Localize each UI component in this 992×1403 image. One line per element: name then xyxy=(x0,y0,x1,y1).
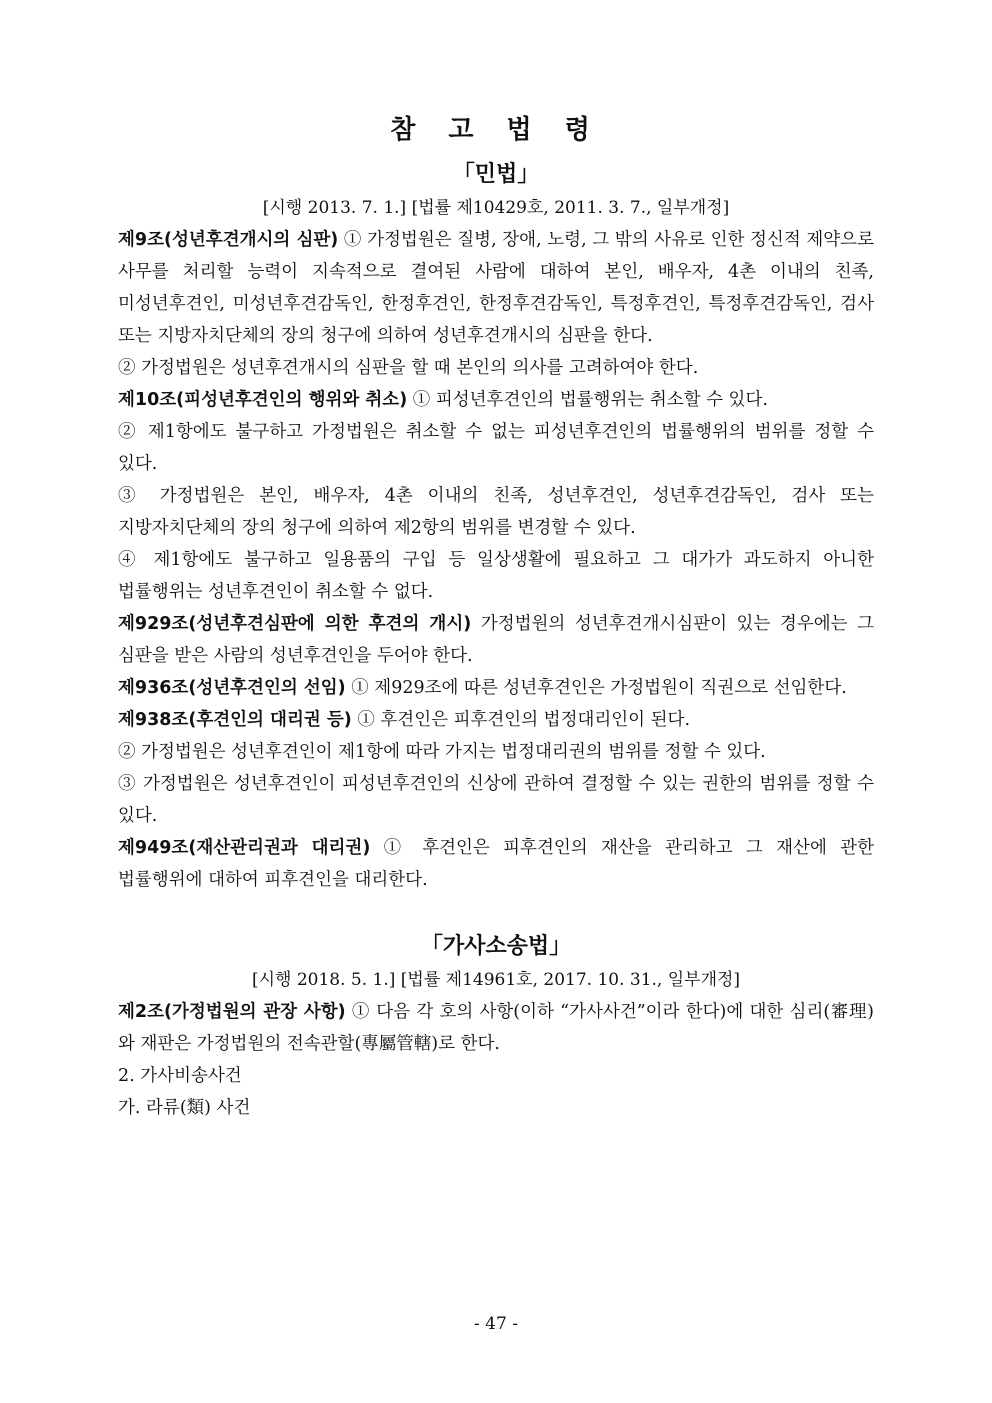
section-spacer xyxy=(118,896,874,930)
clause-text: ② 가정법원은 성년후견인이 제1항에 따라 가지는 법정대리권의 범위를 정할 수 있다. xyxy=(118,742,766,762)
document-page xyxy=(118,110,874,1124)
article-heading: 제9조(성년후견개시의 심판) xyxy=(118,230,339,250)
law-meta: [시행 2013. 7. 1.] [법률 제10429호, 2011. 3. 7., 일부개정] xyxy=(262,198,730,218)
clause-text: ② 제1항에도 불구하고 가정법원은 취소할 수 없는 피성년후견인의 법률행위의 범위를 정할 수 있다. xyxy=(118,422,874,474)
article-text: 가정법원의 성년후견개시심판이 있는 경우에는 그 심판을 받은 사람의 성년후견인을 두어야 한다. xyxy=(118,614,874,666)
article-text: ① 피성년후견인의 법률행위는 취소할 수 있다. xyxy=(407,390,768,410)
article-paragraph xyxy=(118,672,874,704)
article-heading: 제10조(피성년후견인의 행위와 취소) xyxy=(118,390,408,410)
page-number: - 47 - xyxy=(474,1314,518,1334)
article-heading: 제929조(성년후견심판에 의한 후견의 개시) xyxy=(118,614,472,634)
article-heading: 제949조(재산관리권과 대리권) xyxy=(118,838,371,858)
law-meta: [시행 2018. 5. 1.] [법률 제14961호, 2017. 10. 31., 일부개정] xyxy=(251,970,741,990)
article-paragraph xyxy=(118,224,874,352)
clause-paragraph xyxy=(118,1092,874,1124)
clause-paragraph xyxy=(118,352,874,384)
clause-text: ③ 가정법원은 성년후견인이 피성년후견인의 신상에 관하여 결정할 수 있는 권한의 범위를 정할 수 있다. xyxy=(118,774,874,826)
law-section-family-litigation-act xyxy=(118,930,874,1124)
article-text: ① 후견인은 피후견인의 재산을 관리하고 그 재산에 관한 법률행위에 대하여 피후견인을 대리한다. xyxy=(118,838,874,890)
article-text: ① 가정법원은 질병, 장애, 노령, 그 밖의 사유로 인한 정신적 제약으로 사무를 처리할 능력이 지속적으로 결여된 사람에 대하여 본인, 배우자, 4촌 이내의 친족, 미성년후견인, 미성년후견감독인, 한정후견인, 한정후견감독인, 특정후견인, 특정후견감독인, 검사 또는 지방자치단체의 장의 청구에 의하여 성년후견개시의 심판을 한다. xyxy=(118,230,874,346)
clause-paragraph xyxy=(118,416,874,480)
clause-text: 2. 가사비송사건 xyxy=(118,1066,242,1086)
clause-paragraph xyxy=(118,1060,874,1092)
page-title: 참 고 법 령 xyxy=(390,115,602,145)
article-heading: 제2조(가정법원의 관장 사항) xyxy=(118,1002,346,1022)
clause-text: ② 가정법원은 성년후견개시의 심판을 할 때 본인의 의사를 고려하여야 한다. xyxy=(118,358,699,378)
article-heading: 제936조(성년후견인의 선임) xyxy=(118,678,346,698)
clause-paragraph xyxy=(118,544,874,608)
clause-text: ③ 가정법원은 본인, 배우자, 4촌 이내의 친족, 성년후견인, 성년후견감독인, 검사 또는 지방자치단체의 장의 청구에 의하여 제2항의 범위를 변경할 수 있다. xyxy=(118,486,874,538)
law-title: 「가사소송법」 xyxy=(420,934,572,959)
article-text: ① 후견인은 피후견인의 법정대리인이 된다. xyxy=(351,710,691,730)
clause-paragraph xyxy=(118,736,874,768)
clause-paragraph xyxy=(118,480,874,544)
article-paragraph xyxy=(118,384,874,416)
article-paragraph xyxy=(118,832,874,896)
article-text: ① 제929조에 따른 성년후견인은 가정법원이 직권으로 선임한다. xyxy=(345,678,847,698)
article-paragraph xyxy=(118,996,874,1060)
article-text: ① 다음 각 호의 사항(이하 “가사사건”이라 한다)에 대한 심리(審理)와 재판은 가정법원의 전속관할(專屬管轄)로 한다. xyxy=(118,1002,874,1054)
law-section-civil-act xyxy=(118,158,874,896)
article-paragraph xyxy=(118,608,874,672)
article-heading: 제938조(후견인의 대리권 등) xyxy=(118,710,352,730)
clause-text: ④ 제1항에도 불구하고 일용품의 구입 등 일상생활에 필요하고 그 대가가 과도하지 아니한 법률행위는 성년후견인이 취소할 수 없다. xyxy=(118,550,874,602)
clause-paragraph xyxy=(118,768,874,832)
law-title: 「민법」 xyxy=(452,162,540,187)
article-paragraph xyxy=(118,704,874,736)
clause-text: 가. 라류(類) 사건 xyxy=(118,1098,251,1118)
